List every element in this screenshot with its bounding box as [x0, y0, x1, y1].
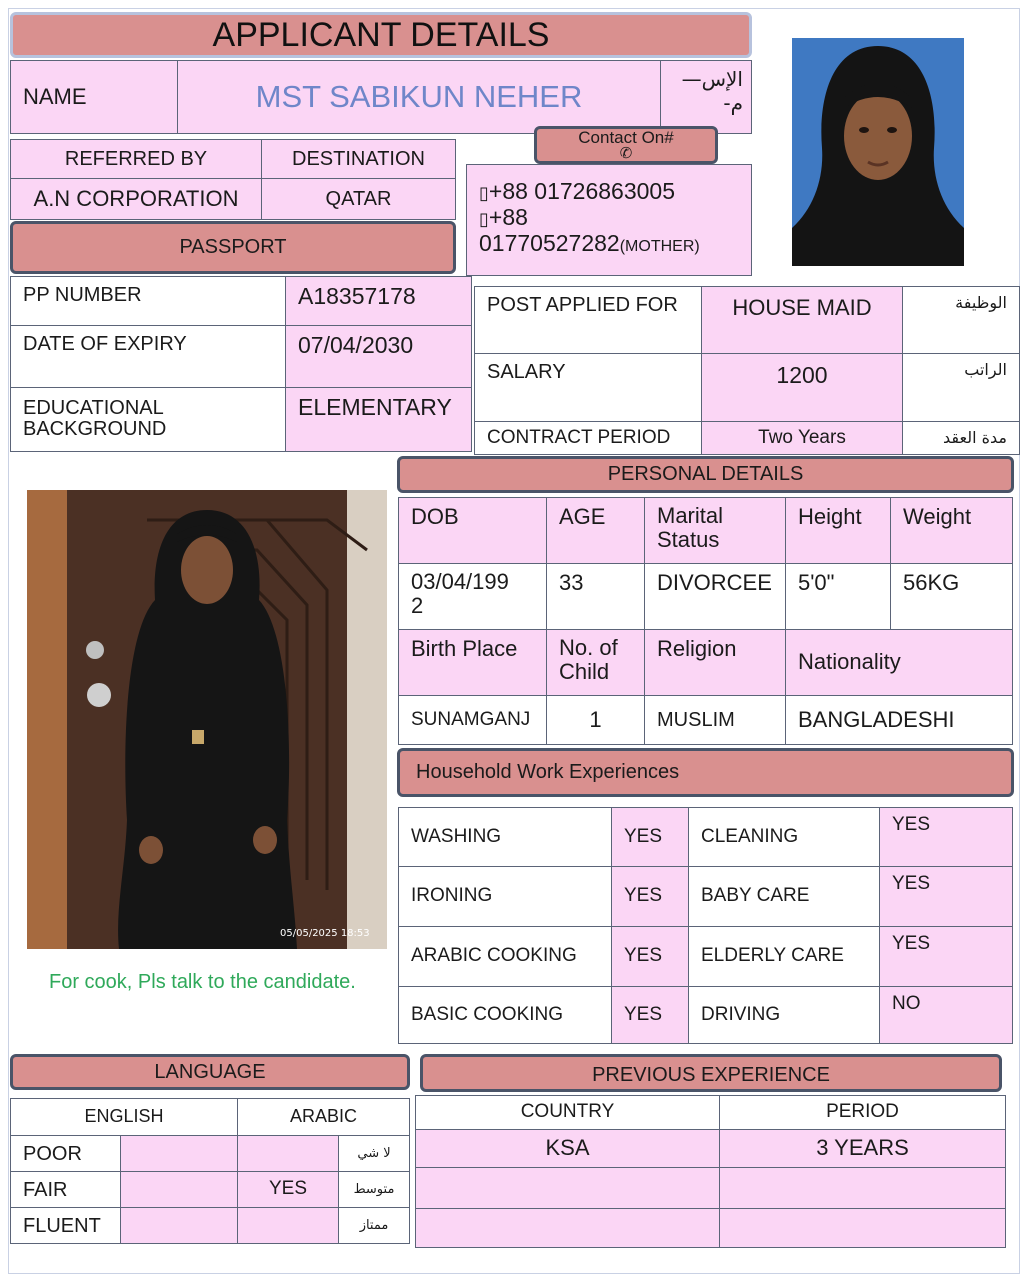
previous-country-2 [415, 1208, 720, 1248]
marital-value: DIVORCEE [644, 563, 786, 630]
personal-details-header: PERSONAL DETAILS [397, 456, 1014, 493]
expiry-value: 07/04/2030 [285, 325, 472, 388]
children-value: 1 [546, 695, 645, 745]
contract-value: Two Years [701, 421, 903, 455]
contact-line-3: 01770527282(MOTHER) [479, 229, 700, 256]
religion-label: Religion [644, 629, 786, 696]
nationality-value: BANGLADESHI [785, 695, 1013, 745]
language-ar-label-2: ممتاز [338, 1207, 410, 1244]
weight-value: 56KG [890, 563, 1013, 630]
age-value: 33 [546, 563, 645, 630]
household-left-label-0: WASHING [398, 807, 612, 867]
applicant-portrait-photo [792, 38, 964, 266]
phone-glyph-icon: ▯ [479, 183, 489, 203]
full-body-illustration [27, 490, 387, 949]
page-title-text: APPLICANT DETAILS [212, 15, 550, 54]
applicant-full-photo [27, 490, 387, 949]
previous-country-1 [415, 1167, 720, 1209]
referred-by-value: A.N CORPORATION [10, 178, 262, 220]
previous-col-period: PERIOD [719, 1095, 1006, 1130]
salary-value: 1200 [701, 353, 903, 422]
previous-period-2 [719, 1208, 1006, 1248]
religion-value: MUSLIM [644, 695, 786, 745]
cook-note: For cook, Pls talk to the candidate. [49, 971, 356, 993]
language-col-arabic: ARABIC [237, 1098, 410, 1136]
language-arabic-1: YES [237, 1171, 339, 1208]
dob-label: DOB [398, 497, 547, 564]
page-title [10, 12, 752, 58]
expiry-label: DATE OF EXPIRY [10, 325, 286, 388]
household-right-label-2: ELDERLY CARE [688, 926, 880, 987]
pp-number-label: PP NUMBER [10, 276, 286, 326]
language-row-label-0: POOR [10, 1135, 121, 1172]
language-english-2 [120, 1207, 238, 1244]
marital-label: Marital Status [644, 497, 786, 564]
photo-timestamp: 05/05/2025 18:53 [280, 928, 370, 939]
post-arabic-label: الوظيفة [902, 286, 1020, 354]
name-label: NAME [10, 60, 178, 134]
household-right-value-3: NO [879, 986, 1013, 1044]
contract-arabic-label: مدة العقد [902, 421, 1020, 455]
household-right-value-0: YES [879, 807, 1013, 867]
household-right-label-1: BABY CARE [688, 866, 880, 927]
household-header: Household Work Experiences [397, 748, 1014, 797]
birthplace-value: SUNAMGANJ [398, 695, 547, 745]
language-arabic-0 [237, 1135, 339, 1172]
household-right-label-3: DRIVING [688, 986, 880, 1044]
age-label: AGE [546, 497, 645, 564]
household-left-value-0: YES [611, 807, 689, 867]
previous-col-country: COUNTRY [415, 1095, 720, 1130]
portrait-illustration [792, 38, 964, 266]
household-right-label-0: CLEANING [688, 807, 880, 867]
phone-glyph-icon: ▯ [479, 208, 489, 229]
pp-number-value: A18357178 [285, 276, 472, 326]
post-label: POST APPLIED FOR [474, 286, 702, 354]
contact-line-2: ▯+88 [479, 203, 528, 230]
previous-country-0: KSA [415, 1129, 720, 1168]
salary-arabic-label: الراتب [902, 353, 1020, 422]
household-left-value-1: YES [611, 866, 689, 927]
contact-header: Contact On# ✆ [534, 126, 718, 164]
household-right-value-2: YES [879, 926, 1013, 987]
language-english-1 [120, 1171, 238, 1208]
destination-label: DESTINATION [261, 139, 456, 179]
children-label: No. of Child [546, 629, 645, 696]
household-left-label-1: IRONING [398, 866, 612, 927]
post-value: HOUSE MAID [701, 286, 903, 354]
previous-period-0: 3 YEARS [719, 1129, 1006, 1168]
destination-value: QATAR [261, 178, 456, 220]
household-left-value-3: YES [611, 986, 689, 1044]
phone-icon: ✆ [619, 145, 633, 162]
height-label: Height [785, 497, 891, 564]
contact-line-1: ▯+88 01726863005 [479, 178, 676, 204]
education-label: EDUCATIONAL BACKGROUND [10, 387, 286, 452]
name-arabic-label: الإس—م- [660, 60, 752, 134]
language-english-0 [120, 1135, 238, 1172]
previous-experience-header: PREVIOUS EXPERIENCE [420, 1054, 1002, 1092]
household-left-label-2: ARABIC COOKING [398, 926, 612, 987]
contract-label: CONTRACT PERIOD [474, 421, 702, 455]
dob-value: 03/04/199 2 [398, 563, 547, 630]
household-left-value-2: YES [611, 926, 689, 987]
referred-by-label: REFERRED BY [10, 139, 262, 179]
weight-label: Weight [890, 497, 1013, 564]
education-value: ELEMENTARY [285, 387, 472, 452]
language-arabic-2 [237, 1207, 339, 1244]
language-ar-label-0: لا شي [338, 1135, 410, 1172]
language-col-english: ENGLISH [10, 1098, 238, 1136]
salary-label: SALARY [474, 353, 702, 422]
contact-box [466, 164, 752, 276]
height-value: 5'0" [785, 563, 891, 630]
household-right-value-1: YES [879, 866, 1013, 927]
previous-period-1 [719, 1167, 1006, 1209]
household-left-label-3: BASIC COOKING [398, 986, 612, 1044]
language-header: LANGUAGE [10, 1054, 410, 1090]
passport-header: PASSPORT [10, 221, 456, 274]
language-ar-label-1: متوسط [338, 1171, 410, 1208]
language-row-label-1: FAIR [10, 1171, 121, 1208]
nationality-label: Nationality [785, 629, 1013, 696]
name-value: MST SABIKUN NEHER [177, 60, 661, 134]
birthplace-label: Birth Place [398, 629, 547, 696]
language-row-label-2: FLUENT [10, 1207, 121, 1244]
